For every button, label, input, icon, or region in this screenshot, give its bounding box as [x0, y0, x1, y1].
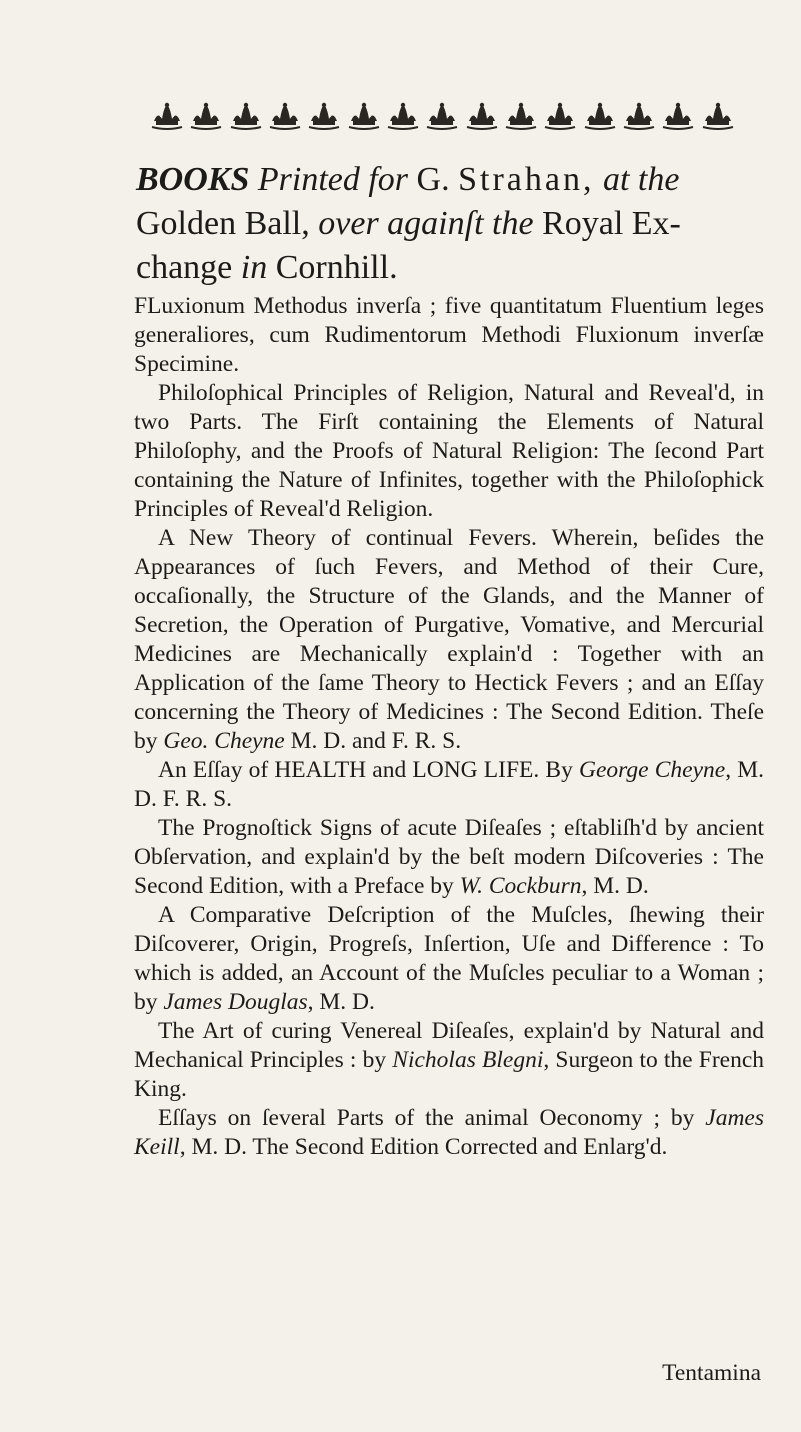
crown-fleuron-icon	[465, 101, 499, 131]
crown-fleuron-icon	[425, 101, 459, 131]
ornament-band	[150, 96, 735, 136]
author-name: George Cheyne	[579, 757, 726, 783]
crown-fleuron-icon	[150, 101, 184, 131]
crown-fleuron-icon	[189, 101, 223, 131]
author-name: James Keill	[134, 1105, 764, 1160]
author-name: W. Cockburn	[459, 873, 582, 899]
crown-fleuron-icon	[386, 101, 420, 131]
crown-fleuron-icon	[701, 101, 735, 131]
book-entry: The Prognoſtick Signs of acute Diſeaſes ; eſtabliſh'd by ancient Obſervation, and explain'd by the beſt modern Diſcoveries : The Second Edition, with a Preface by W. Cockburn, M. D.	[134, 815, 764, 899]
book-entry: An Eſſay of HEALTH and LONG LIFE. By George Cheyne, M. D. F. R. S.	[134, 757, 765, 812]
heading-royal-exchange: Royal Ex-change	[136, 205, 681, 286]
book-list	[134, 292, 764, 1162]
crown-fleuron-icon	[622, 101, 656, 131]
crown-fleuron-icon	[307, 101, 341, 131]
heading-golden-ball: Golden Ball,	[136, 205, 310, 242]
book-entry: A New Theory of continual Fevers. Wherein, beſides the Appearances of ſuch Fevers, and Method of their Cure, occaſionally, the Structure of the Glands, and the Manner of Secretion, the Operation of Purgative, Vomative, and Mercurial Medicines are Mechanically explain'd : Together with an Application of the ſame Theory to Hectick Fevers ; and an Eſſay concerning the Theory of Medicines : The Second Edition. Theſe by Geo. Cheyne M. D. and F. R. S.	[134, 525, 764, 754]
author-name: Nicholas Blegni	[392, 1047, 544, 1073]
crown-fleuron-icon	[268, 101, 302, 131]
heading-in: in	[240, 249, 268, 286]
heading-publisher-initial: G.	[416, 161, 450, 198]
heading-cornhill: Cornhill.	[275, 249, 398, 286]
crown-fleuron-icon	[504, 101, 538, 131]
crown-fleuron-icon	[543, 101, 577, 131]
book-entry: Eſſays on ſeveral Parts of the animal Oeconomy ; by James Keill, M. D. The Second Edition Corrected and Enlarg'd.	[134, 1105, 764, 1160]
book-entry: A Comparative Deſcription of the Muſcles, ſhewing their Diſcoverer, Origin, Progreſs, Inſertion, Uſe and Difference : To which is added, an Account of the Muſcles peculiar to a Woman ; by James Douglas, M. D.	[134, 902, 764, 1015]
crown-fleuron-icon	[583, 101, 617, 131]
advertisement-heading	[136, 158, 776, 290]
crown-fleuron-icon	[661, 101, 695, 131]
book-entry: Philoſophical Principles of Religion, Natural and Reveal'd, in two Parts. The Firſt containing the Elements of Natural Philoſophy, and the Proofs of Natural Religion: The ſecond Part containing the Nature of Infinites, together with the Philoſophick Principles of Reveal'd Religion.	[134, 380, 764, 522]
book-entry: FLuxionum Methodus inverſa ; five quantitatum Fluentium leges generaliores, cum Rudimentorum Methodi Fluxionum inverſæ Specimine.	[134, 293, 764, 377]
catchword: Tentamina	[662, 1360, 761, 1386]
crown-fleuron-icon	[229, 101, 263, 131]
author-name: Geo. Cheyne	[163, 728, 285, 754]
heading-over-against: over againſt the	[318, 205, 534, 242]
book-entry: The Art of curing Venereal Diſeaſes, explain'd by Natural and Mechanical Principles : by Nicholas Blegni, Surgeon to the French King.	[134, 1018, 765, 1102]
heading-printed-for: Printed for	[257, 161, 409, 198]
heading-books: BOOKS	[136, 161, 250, 198]
heading-at-the: at the	[602, 161, 680, 198]
heading-publisher-name: Strahan,	[458, 161, 595, 198]
author-name: James Douglas	[163, 989, 308, 1015]
crown-fleuron-icon	[347, 101, 381, 131]
